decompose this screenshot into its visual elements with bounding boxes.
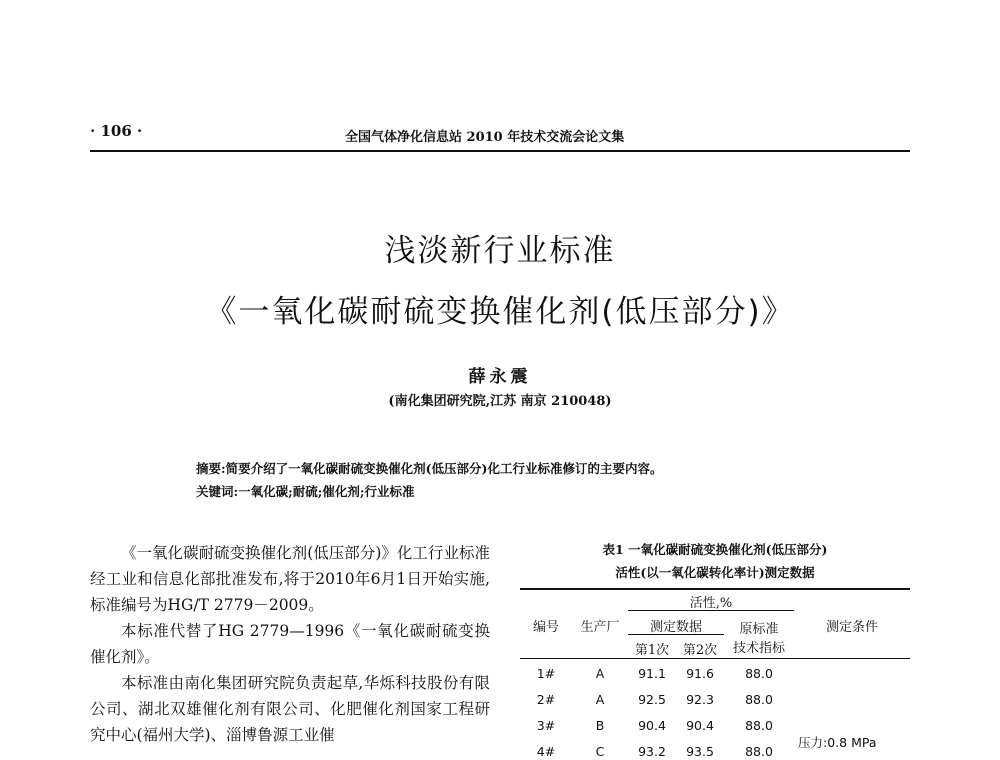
table-caption-line1: 表1 一氧化碳耐硫变换催化剂(低压部分) [602, 542, 828, 557]
th-run2: 第2次 [682, 643, 718, 658]
body-column [90, 540, 490, 748]
table-cell-run2: 91.6 [686, 666, 714, 681]
table-cell-spec: 88.0 [745, 744, 773, 759]
table-cell-maker: A [595, 692, 605, 707]
table-cell-spec: 88.0 [745, 718, 773, 733]
table-cell-id: 4# [536, 744, 556, 759]
table-cell-run2: 93.5 [686, 744, 714, 759]
table-header-rule [520, 658, 910, 659]
th-activity: 活性,% [689, 596, 733, 611]
body-paragraph-1: 《一氧化碳耐硫变换催化剂(低压部分)》化工行业标准经工业和信息化部批准发布,将于2010年6月1日开始实施,标准编号为HG/T 2779－2009。 [90, 544, 490, 614]
th-condition: 测定条件 [825, 620, 878, 635]
author: 薛永震 [468, 367, 532, 387]
th-original-sub: 技术指标 [732, 641, 785, 656]
th-maker: 生产厂 [580, 620, 620, 635]
table-cell-run1: 93.2 [638, 744, 666, 759]
abstract: 摘要:简要介绍了一氧化碳耐硫变换催化剂(低压部分)化工行业标准修订的主要内容。 [196, 461, 663, 476]
body-paragraph-3: 本标准由南化集团研究院负责起草,华烁科技股份有限公司、湖北双雄催化剂有限公司、化肥催化剂国家工程研究中心(福州大学)、淄博鲁源工业催 [90, 674, 490, 744]
table-cell-run2: 92.3 [686, 692, 714, 707]
keywords: 关键词:一氧化碳;耐硫;催化剂;行业标准 [196, 484, 415, 499]
th-original: 原标准 [739, 622, 779, 637]
body-paragraph-2: 本标准代替了HG 2779—1996《一氧化碳耐硫变换催化剂》。 [90, 622, 490, 666]
th-id: 编号 [532, 620, 559, 635]
table-cell-spec: 88.0 [745, 666, 773, 681]
table-top-rule [520, 588, 910, 590]
table-cell-maker: B [595, 718, 605, 733]
table-cell-run1: 91.1 [638, 666, 666, 681]
th-run1: 第1次 [634, 643, 670, 658]
header-rule [90, 150, 910, 152]
table-cell-run2: 90.4 [686, 718, 714, 733]
table-cell-run1: 92.5 [638, 692, 666, 707]
table-cell-condition: 压力:0.8 MPa [798, 735, 877, 750]
table-cell-maker: A [595, 666, 605, 681]
table-caption-line2: 活性(以一氧化碳转化率计)测定数据 [615, 565, 815, 580]
table-cell-run1: 90.4 [638, 718, 666, 733]
article-title-line2: 《一氧化碳耐硫变换催化剂(低压部分)》 [205, 294, 795, 330]
th-measured: 测定数据 [649, 620, 702, 635]
page-number: · 106 · [90, 122, 143, 140]
table-cell-spec: 88.0 [745, 692, 773, 707]
article-title-line1: 浅淡新行业标准 [384, 233, 616, 269]
running-title: 全国气体净化信息站 2010 年技术交流会论文集 [345, 130, 625, 145]
affiliation: (南化集团研究院,江苏 南京 210048) [388, 394, 612, 409]
table-cell-id: 2# [536, 692, 556, 707]
table-cell-id: 3# [536, 718, 556, 733]
table-cell-id: 1# [536, 666, 556, 681]
table-cell-maker: C [595, 744, 605, 759]
